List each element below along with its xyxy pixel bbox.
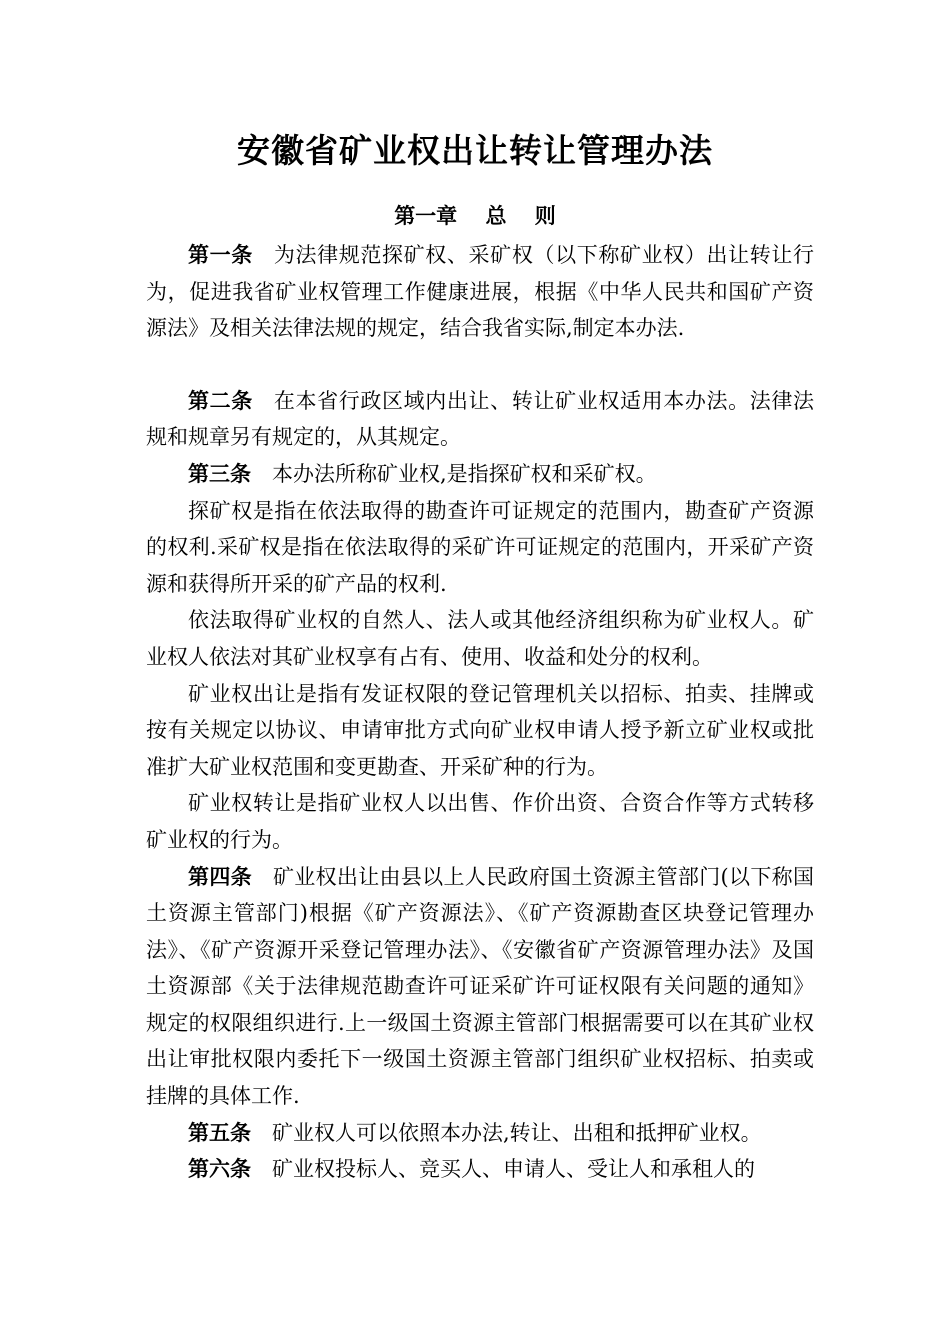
article-label: 第六条 [188, 1156, 251, 1182]
article-label: 第二条 [188, 387, 253, 413]
document-body [146, 237, 814, 1188]
paragraph-text: 矿业权出让是指有发证权限的登记管理机关以招标、拍卖、挂牌或按有关规定以协议、申请审批方式向矿业权申请人授予新立矿业权或批准扩大矿业权范围和变更勘查、开采矿种的行为。 [146, 681, 814, 779]
article-label: 第一条 [188, 242, 253, 267]
paragraph-text: 探矿权是指在依法取得的勘查许可证规定的范围内，勘查矿产资源的权利.采矿权是指在依法取得的采矿许可证规定的范围内，开采矿产资源和获得所开采的矿产品的权利. [146, 498, 814, 596]
paragraph-text: 本办法所称矿业权,是指探矿权和采矿权。 [272, 461, 657, 486]
paragraph-text: 为法律规范探矿权、采矿权（以下称矿业权）出让转让行为，促进我省矿业权管理工作健康进展，根据《中华人民共和国矿产资源法》及相关法律法规的规定，结合我省实际,制定本办法. [146, 243, 814, 341]
paragraph-text: 矿业权人可以依照本办法,转让、出租和抵押矿业权。 [272, 1120, 762, 1145]
paragraph-article-1 [146, 237, 814, 347]
paragraph-text: 矿业权转让是指矿业权人以出售、作价出资、合资合作等方式转移矿业权的行为。 [146, 791, 814, 852]
paragraph-definition-transfer [146, 785, 814, 858]
paragraph-text: 在本省行政区域内出让、转让矿业权适用本办法。法律法规和规章另有规定的，从其规定。 [146, 388, 814, 450]
article-label: 第五条 [188, 1119, 251, 1145]
paragraph-text: 矿业权出让由县以上人民政府国土资源主管部门(以下称国土资源主管部门)根据《矿产资源法》、《矿产资源勘查区块登记管理办法》、《矿产资源开采登记管理办法》、《安徽省矿产资源管理办法》及国土资源部《关于法律规范勘查许可证采矿许可证权限有关问题的通知》规定的权限组织进行.上一级国土资源主管部门根据需要可以在其矿业权出让审批权限内委托下一级国土资源主管部门组织矿业权招标、拍卖或挂牌的具体工作. [146, 864, 814, 1109]
paragraph-definition-exploration [146, 493, 814, 603]
paragraph-article-4 [146, 859, 814, 1115]
document-title: 安徽省矿业权出让转让管理办法 [237, 131, 713, 170]
paragraph-article-2 [146, 383, 814, 456]
article-label: 第四条 [188, 863, 252, 889]
paragraph-text: 依法取得矿业权的自然人、法人或其他经济组织称为矿业权人。矿业权人依法对其矿业权享有占有、使用、收益和处分的权利。 [146, 608, 814, 669]
paragraph-article-3 [146, 456, 814, 493]
paragraph-text: 矿业权投标人、竞买人、申请人、受让人和承租人的 [272, 1157, 755, 1182]
paragraph-definition-grant [146, 676, 814, 786]
paragraph-definition-holder [146, 602, 814, 675]
paragraph-article-5 [146, 1115, 814, 1152]
paragraph-article-6 [146, 1151, 814, 1188]
article-label: 第三条 [188, 460, 251, 486]
chapter-heading: 第一章 总 则 [394, 203, 556, 228]
